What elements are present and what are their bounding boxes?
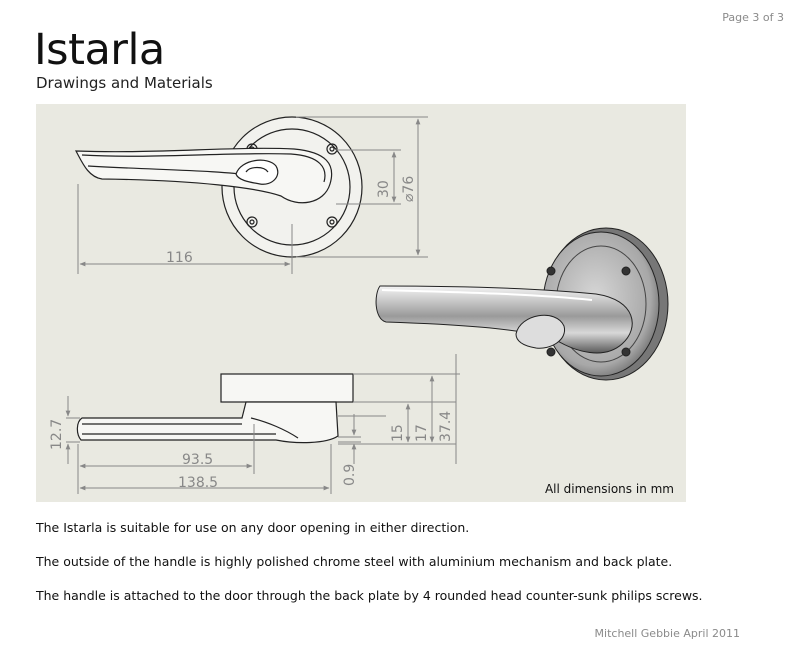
side-back-plate xyxy=(221,374,353,402)
isometric-view xyxy=(376,228,668,380)
front-view xyxy=(76,117,362,257)
iso-lever xyxy=(376,286,632,353)
dim-0-9: 0.9 xyxy=(342,463,358,486)
page-number: Page 3 of 3 xyxy=(722,11,784,24)
description-line-2: The outside of the handle is highly polished chrome steel with aluminium mechanism and back plate. xyxy=(36,554,673,569)
dim-37-4: 37.4 xyxy=(438,410,454,442)
dim-138-5: 138.5 xyxy=(178,475,219,491)
dim-76: ⌀76 xyxy=(401,175,417,202)
screw-icon xyxy=(622,267,630,275)
dim-12-7: 12.7 xyxy=(49,418,65,450)
screw-icon xyxy=(547,348,555,356)
units-note: All dimensions in mm xyxy=(544,482,674,496)
dim-93-5: 93.5 xyxy=(182,452,214,468)
screw-icon xyxy=(547,267,555,275)
technical-drawing-panel xyxy=(36,104,686,502)
screw-icon xyxy=(622,348,630,356)
side-view xyxy=(77,374,353,443)
handle-drawing xyxy=(36,104,686,502)
dim-15: 15 xyxy=(390,424,406,442)
dim-116: 116 xyxy=(166,250,193,266)
description-line-3: The handle is attached to the door through the back plate by 4 rounded head counter-sunk philips screws. xyxy=(36,588,703,603)
side-lever xyxy=(77,402,338,443)
footer-author-date: Mitchell Gebbie April 2011 xyxy=(594,627,740,640)
description-line-1: The Istarla is suitable for use on any door opening in either direction. xyxy=(36,520,470,535)
document-title: Istarla xyxy=(34,25,165,75)
dim-30: 30 xyxy=(376,180,392,198)
dim-17: 17 xyxy=(414,424,430,442)
document-subtitle: Drawings and Materials xyxy=(36,74,213,92)
